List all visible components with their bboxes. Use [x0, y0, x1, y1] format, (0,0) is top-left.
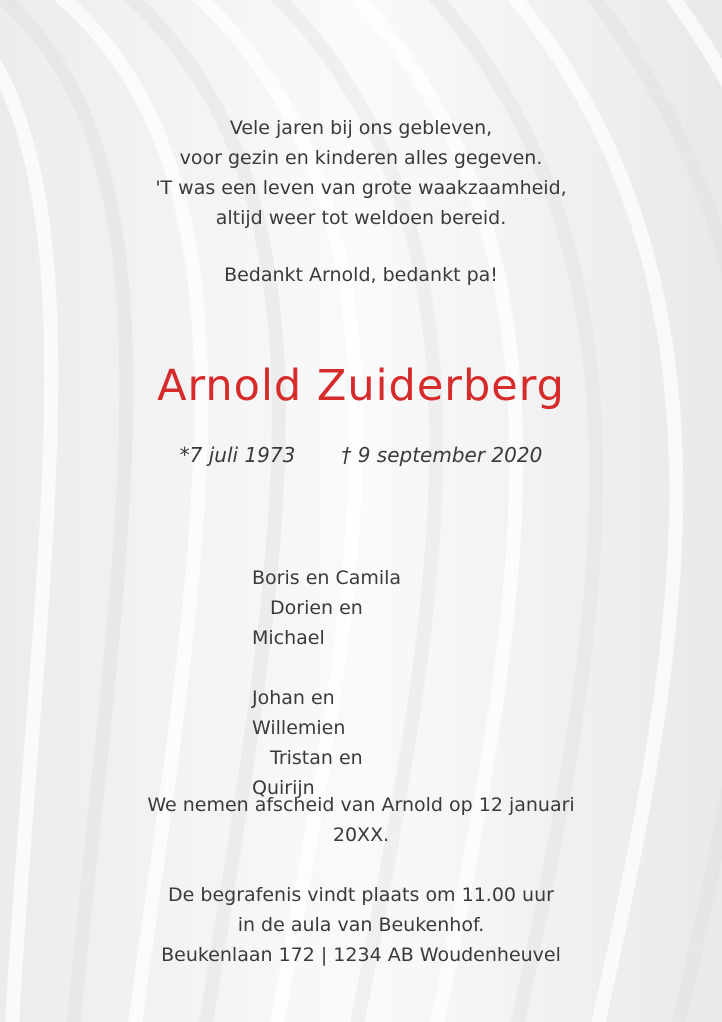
poem-line: Vele jaren bij ons gebleven, [229, 117, 493, 139]
farewell-text [0, 790, 722, 850]
family-list [252, 563, 432, 803]
poem-line: altijd weer tot weldoen bereid. [215, 207, 507, 229]
poem-line: 'T was een leven van grote waakzaamheid, [155, 177, 567, 199]
death-date: † 9 september 2020 [341, 443, 543, 467]
funeral-line: in de aula van Beukenhof. [237, 914, 485, 936]
poem-line: voor gezin en kinderen alles gegeven. [179, 147, 543, 169]
farewell-line: We nemen afscheid van Arnold op 12 januari [147, 794, 575, 816]
family-line: Johan en [252, 687, 335, 709]
farewell-line: 20XX. [332, 824, 390, 846]
deceased-name: Arnold Zuiderberg [157, 361, 565, 411]
family-line: Michael [252, 627, 325, 649]
spacer [252, 653, 432, 683]
funeral-info [0, 880, 722, 970]
family-line: Quirijn [252, 777, 315, 799]
thanks-line: Bedankt Arnold, bedankt pa! [224, 264, 498, 286]
family-line: Tristan en [270, 747, 363, 769]
birth-date: *7 juli 1973 [179, 443, 296, 467]
funeral-address: Beukenlaan 172 | 1234 AB Woudenheuvel [161, 944, 561, 966]
family-line: Dorien en [270, 597, 363, 619]
family-line: Boris en Camila [252, 567, 402, 589]
family-line: Willemien [252, 717, 346, 739]
funeral-line: De begrafenis vindt plaats om 11.00 uur [168, 884, 554, 906]
poem [0, 113, 722, 233]
life-dates [0, 440, 722, 470]
